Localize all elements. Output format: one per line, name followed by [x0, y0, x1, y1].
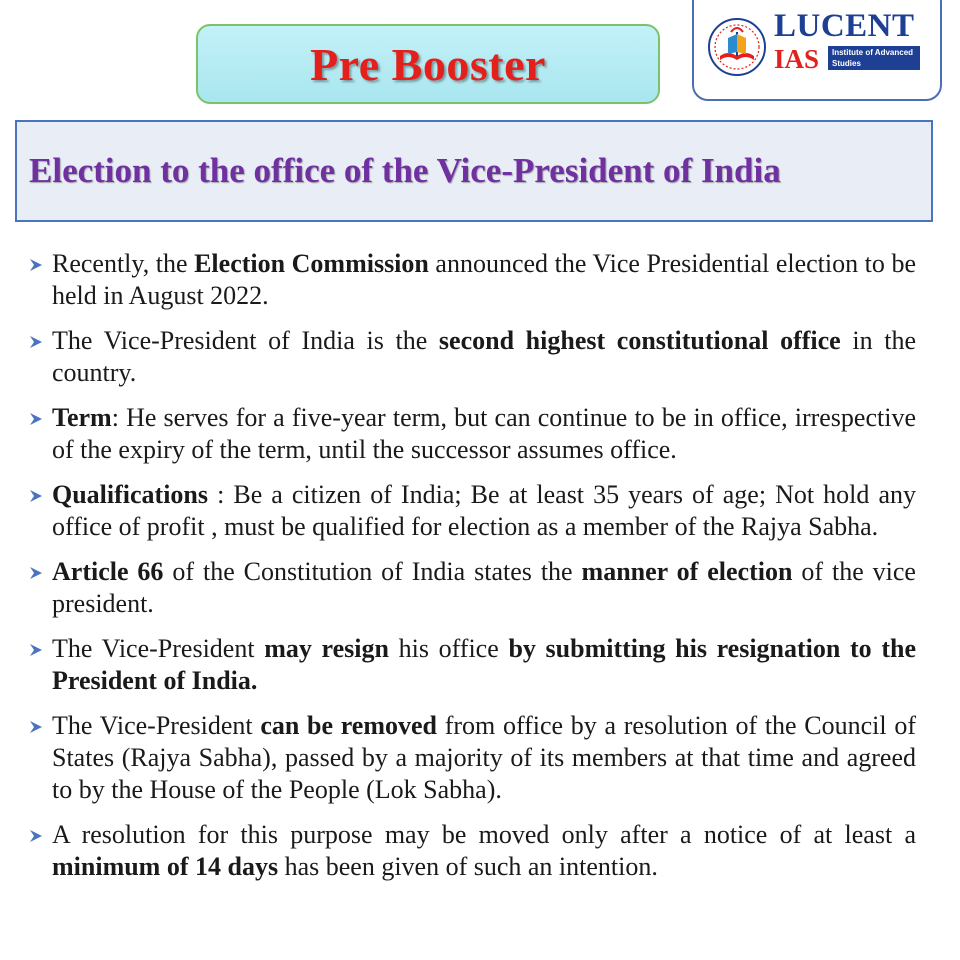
- list-item: [28, 325, 916, 389]
- arrow-bullet-icon: [28, 565, 44, 581]
- bold-text: by submitting his resignation to the President of India.: [52, 634, 916, 695]
- list-item: [28, 402, 916, 466]
- logo-brand: LUCENT: [774, 8, 915, 44]
- book-emblem-icon: [706, 16, 768, 78]
- arrow-bullet-icon: [28, 334, 44, 350]
- text-run: : He serves for a five-year term, but can continue to be in office, irrespective of the expiry of the term, until the successor assumes office.: [52, 403, 916, 464]
- text-run: : Be a citizen of India; Be at least 35 years of age; Not hold any office of profit , must be qualified for election as a member of the Rajya Sabha.: [52, 480, 916, 541]
- text-run: from office by a resolution of the Council of States (Rajya Sabha), passed by a majority of its members at that time and agreed to by the House of the People (Lok Sabha).: [52, 711, 916, 804]
- bold-text: Qualifications: [52, 480, 209, 509]
- bold-text: can be removed: [260, 711, 437, 740]
- text-run: of the vice president.: [52, 557, 916, 618]
- text-run: A resolution for this purpose may be moved only after a notice of at least a: [52, 820, 916, 849]
- lucent-logo: [692, 0, 942, 101]
- list-item: [28, 819, 916, 883]
- bold-text: manner of election: [581, 557, 793, 586]
- text-run: his office: [388, 634, 509, 663]
- bullet-list: [28, 248, 916, 896]
- text-run: of the Constitution of India states the: [163, 557, 582, 586]
- arrow-bullet-icon: [28, 642, 44, 658]
- arrow-bullet-icon: [28, 719, 44, 735]
- text-run: Recently, the: [52, 249, 195, 278]
- page-title: Election to the office of the Vice-President of India: [29, 151, 781, 190]
- list-item: [28, 556, 916, 620]
- arrow-bullet-icon: [28, 257, 44, 273]
- text-run: The Vice-President: [52, 711, 261, 740]
- logo-institute: Institute of Advanced Studies: [828, 46, 920, 70]
- arrow-bullet-icon: [28, 828, 44, 844]
- heading-box: [15, 120, 933, 222]
- bold-text: may resign: [264, 634, 389, 663]
- bold-text: Election Commission: [194, 249, 429, 278]
- bold-text: Term: [52, 403, 112, 432]
- logo-sub: IAS: [774, 44, 820, 74]
- text-run: has been given of such an intention.: [278, 852, 658, 881]
- list-item: [28, 479, 916, 543]
- arrow-bullet-icon: [28, 488, 44, 504]
- text-run: in the country.: [52, 326, 917, 387]
- banner: [196, 24, 660, 104]
- bold-text: minimum of 14 days: [52, 852, 279, 881]
- list-item: [28, 633, 916, 697]
- bold-text: Article 66: [52, 557, 164, 586]
- text-run: announced the Vice Presidential election to be held in August 2022.: [52, 249, 916, 310]
- list-item: [28, 710, 916, 806]
- bold-text: second highest constitutional office: [438, 326, 841, 355]
- text-run: The Vice-President of India is the: [52, 326, 439, 355]
- list-item: [28, 248, 916, 312]
- text-run: The Vice-President: [52, 634, 265, 663]
- arrow-bullet-icon: [28, 411, 44, 427]
- banner-title: Pre Booster: [310, 38, 546, 90]
